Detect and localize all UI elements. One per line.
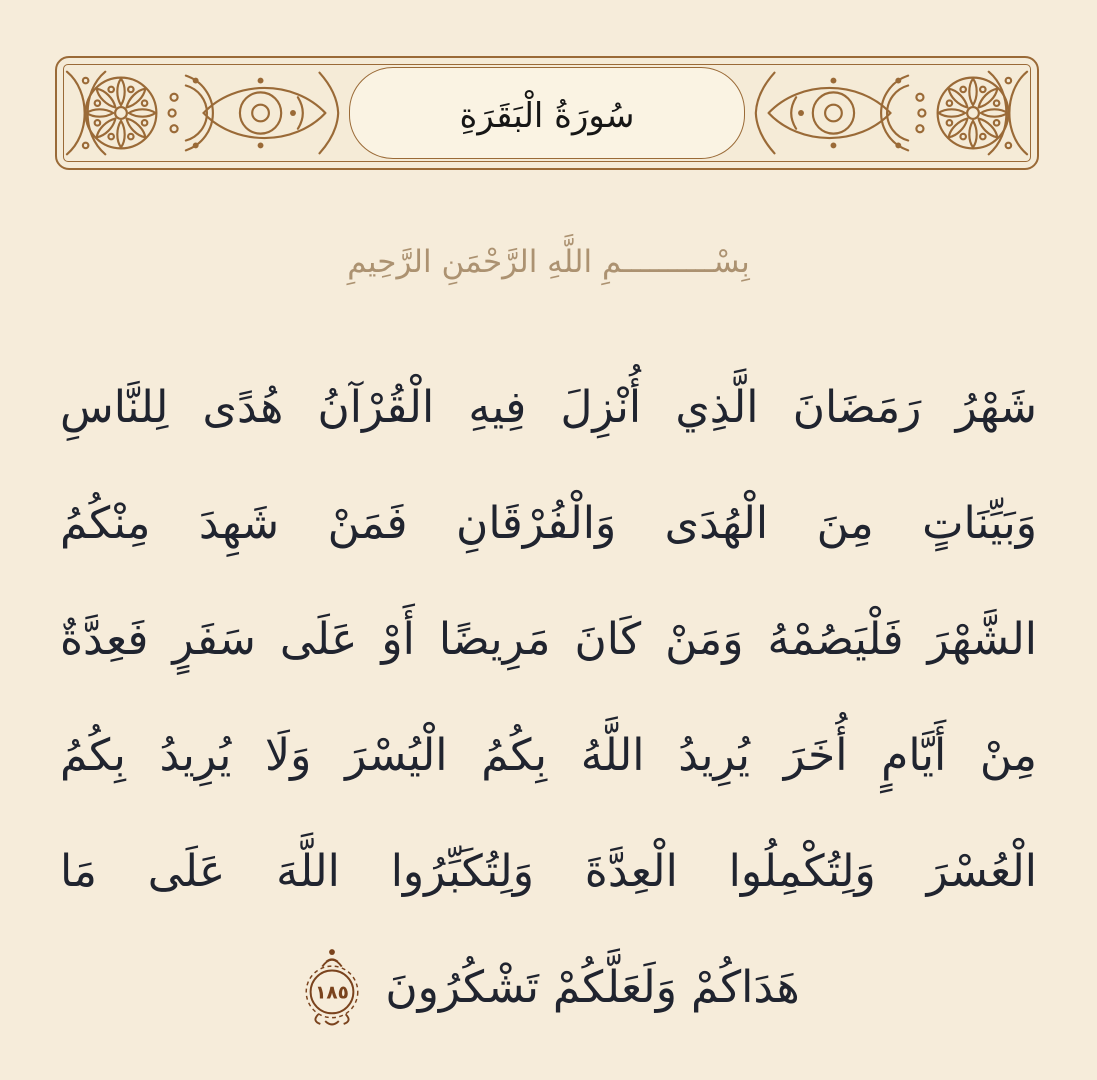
surah-title: سُورَةُ الْبَقَرَةِ <box>459 96 635 136</box>
ayah-line-1: شَهْرُ رَمَضَانَ الَّذِي أُنْزِلَ فِيهِ الْقُرْآنُ هُدًى لِلنَّاسِ <box>60 382 1037 433</box>
ayah-line-2: وَبَيِّنَاتٍ مِنَ الْهُدَى وَالْفُرْقَانِ فَمَنْ شَهِدَ مِنْكُمُ <box>60 498 1037 549</box>
basmala: بِسْــــــــــمِ اللَّهِ الرَّحْمَنِ الرَّحِيمِ <box>347 244 750 280</box>
ayah-line-3: الشَّهْرَ فَلْيَصُمْهُ وَمَنْ كَانَ مَرِيضًا أَوْ عَلَى سَفَرٍ فَعِدَّةٌ <box>60 614 1037 665</box>
ayah-text-block <box>60 350 1037 1046</box>
ayah-line-4: مِنْ أَيَّامٍ أُخَرَ يُرِيدُ اللَّهُ بِكُمُ الْيُسْرَ وَلَا يُرِيدُ بِكُمُ <box>60 730 1037 781</box>
ayah-number-medallion-icon <box>297 946 367 1030</box>
ayah-line-5: الْعُسْرَ وَلِتُكْمِلُوا الْعِدَّةَ وَلِتُكَبِّرُوا اللَّهَ عَلَى مَا <box>60 846 1037 897</box>
ayah-line-6-text: هَدَاكُمْ وَلَعَلَّكُمْ تَشْكُرُونَ <box>385 962 800 1013</box>
surah-title-panel <box>349 67 745 159</box>
header-ornament-left-icon <box>745 65 1030 161</box>
surah-header-frame <box>63 64 1031 162</box>
surah-header-band <box>55 56 1039 170</box>
header-ornament-right-icon <box>64 65 349 161</box>
ayah-line-6 <box>60 930 1037 1046</box>
ayah-number: ١٨٥ <box>315 982 350 1004</box>
